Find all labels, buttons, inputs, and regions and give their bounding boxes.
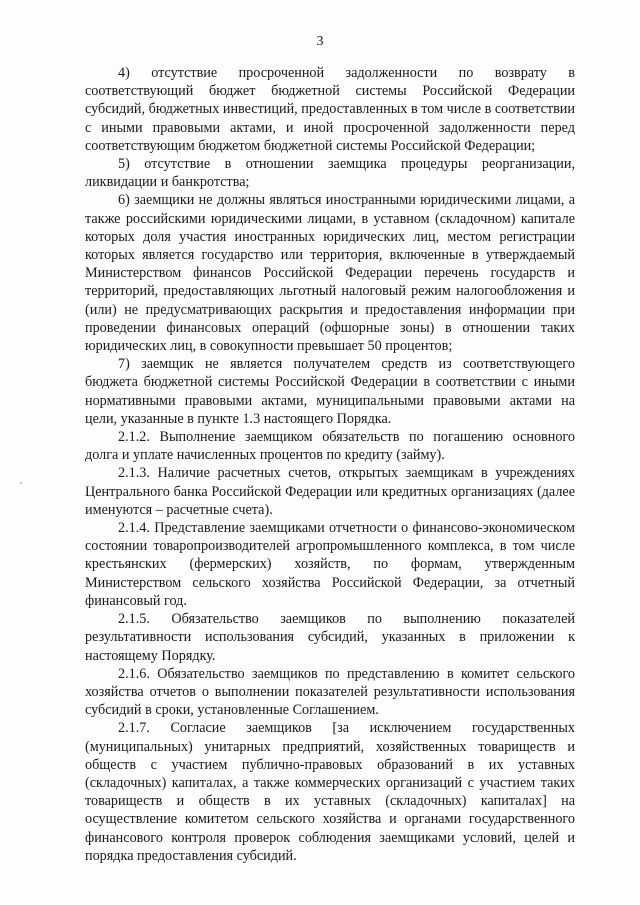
document-body — [85, 64, 575, 865]
paragraph-item-7: 7) заемщик не является получателем средств из соответствующего бюджета бюджетной системы Российской Федерации в соответствии с иными нормативными правовыми актами, муниципальными правовыми актами на цели, указанные в пункте 1.3 настоящего Порядка. — [85, 356, 575, 427]
scan-speck — [20, 482, 22, 484]
paragraph-2-1-3: 2.1.3. Наличие расчетных счетов, открытых заемщикам в учреждениях Центрального банка Российской Федерации или кредитных организациях (далее именуются – расчетные счета). — [85, 465, 575, 518]
paragraph-item-4: 4) отсутствие просроченной задолженности по возврату в соответствующий бюджет бюджетной системы Российской Федерации субсидий, бюджетных инвестиций, предоставленных в том числе в соответствии с иными правовыми актами, и иной просроченной задолженности перед соответствующим бюджетом бюджетной системы Российской Федерации; — [85, 65, 575, 154]
paragraph-item-6: 6) заемщики не должны являться иностранными юридическими лицами, а также российскими юридическими лицами, в уставном (складочном) капитале которых доля участия иностранных юридических лиц, местом регистрации которых является государство или территория, включенные в утверждаемый Министерством финансов Российской Федерации перечень государств и территорий, предоставляющих льготный налоговый режим налогообложения и (или) не предусматривающих раскрытия и предоставления информации при проведении финансовых операций (офшорные зоны) в отношении таких юридических лиц, в совокупности превышает 50 процентов; — [85, 192, 575, 355]
paragraph-2-1-2: 2.1.2. Выполнение заемщиком обязательств по погашению основного долга и уплате начисленных процентов по кредиту (займу). — [85, 429, 575, 464]
paragraph-item-5: 5) отсутствие в отношении заемщика процедуры реорганизации, ликвидации и банкротства; — [85, 156, 575, 191]
paragraph-2-1-4: 2.1.4. Представление заемщиками отчетности о финансово-экономическом состоянии товаропроизводителей агропромышленного комплекса, в том числе крестьянских (фермерских) хозяйств, по формам, утвержденным Министерством сельского хозяйства Российской Федерации, за отчетный финансовый год. — [85, 520, 575, 609]
paragraph-2-1-5: 2.1.5. Обязательство заемщиков по выполнению показателей результативности использования субсидий, указанных в приложении к настоящему Порядку. — [85, 611, 575, 664]
paragraph-2-1-7: 2.1.7. Согласие заемщиков [за исключением государственных (муниципальных) унитарных предприятий, хозяйственных товариществ и обществ с участием публично-правовых образований в их уставных (складочных) капиталах, а также коммерческих организаций с участием таких товариществ и обществ в их уставных (складочных) капиталах] на осуществление комитетом сельского хозяйства и органами государственного финансового контроля проверок соблюдения заемщиками условий, целей и порядка предоставления субсидий. — [85, 720, 575, 864]
paragraph-2-1-6: 2.1.6. Обязательство заемщиков по представлению в комитет сельского хозяйства отчетов о выполнении показателей результативности использования субсидий в сроки, установленные Соглашением. — [85, 665, 575, 719]
page-number: 3 — [316, 34, 324, 49]
